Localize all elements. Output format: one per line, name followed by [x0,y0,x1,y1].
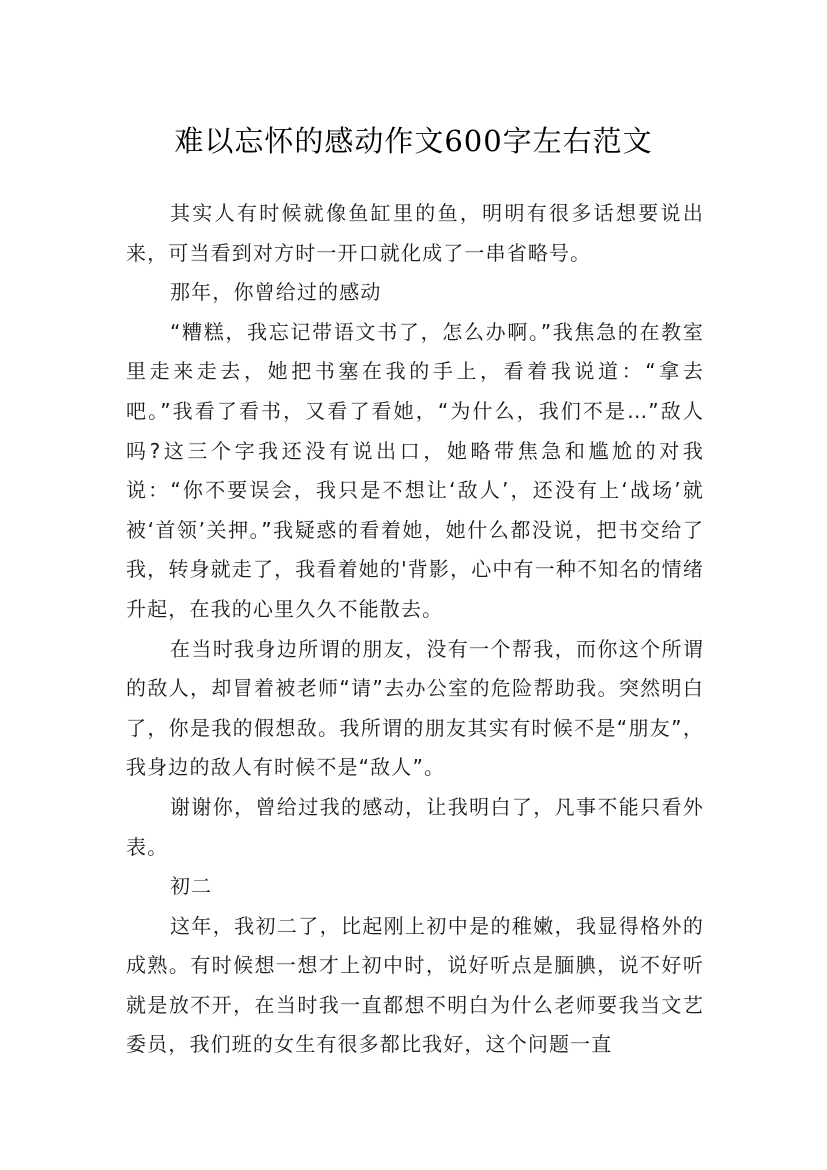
paragraph-friends-and-enemies: 在当时我身边所谓的朋友，没有一个帮我，而你这个所谓的敌人，却冒着被老师“请”去办公室的危险帮助我。突然明白了，你是我的假想敌。我所谓的朋友其实有时候不是“朋友”，我身边的敌人有时候不是“敌人”。 [126,636,704,780]
document-body [126,194,704,1065]
paragraph-thanks: 谢谢你，曾给过我的感动，让我明白了，凡事不能只看外表。 [126,794,704,859]
document-title: 难以忘怀的感动作文600字左右范文 [174,124,653,159]
paragraph-grade-two: 这年，我初二了，比起刚上初中是的稚嫩，我显得格外的成熟。有时候想一想才上初中时，说好听点是腼腆，说不好听就是放不开，在当时我一直都想不明白为什么老师要我当文艺委员，我们班的女生有很多都比我好，这个问题一直 [126,913,704,1057]
section-heading-that-year: 那年，你曾给过的感动 [170,280,382,305]
paragraph-intro: 其实人有时候就像鱼缸里的鱼，明明有很多话想要说出来，可当看到对方时一开口就化成了一串省略号。 [126,201,704,265]
paragraph-forgot-book: “糟糕，我忘记带语文书了，怎么办啊。”我焦急的在教室里走来走去，她把书塞在我的手上，看着我说道：“拿去吧。”我看了看书，又看了看她，“为什么，我们不是…”敌人吗?这三个字我还没有说出口，她略带焦急和尴尬的对我说：“你不要误会，我只是不想让‘敌人’，还没有上‘战场’就被‘首领’关押。”我疑惑的看着她，她什么都没说，把书交给了我，转身就走了，我看着她的'背影，心中有一种不知名的情绪升起，在我的心里久久不能散去。 [126,319,704,621]
section-heading-grade-two: 初二 [170,874,213,899]
